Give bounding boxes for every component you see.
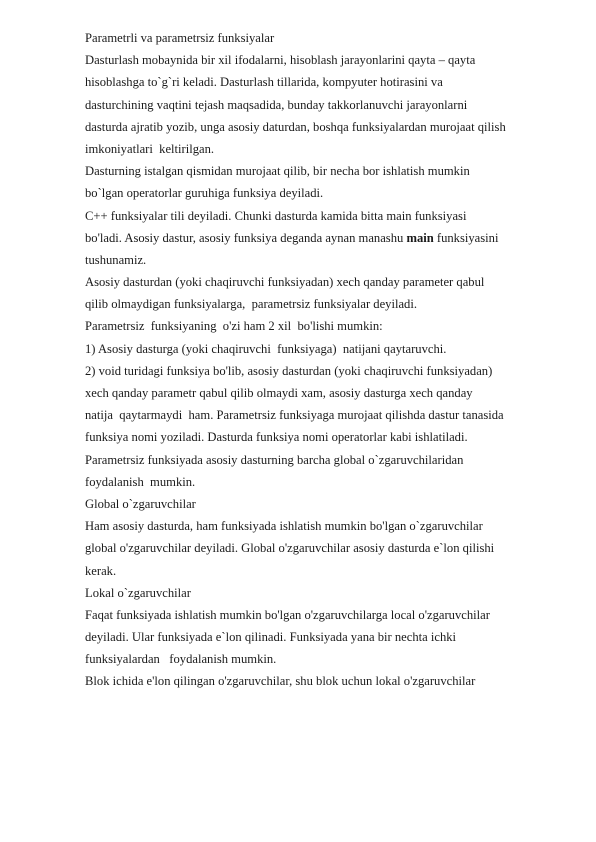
text-line: Ham asosiy dasturda, ham funksiyada ishlatish mumkin bo'lgan o`zgaruvchilar [85, 519, 483, 534]
text-line: Faqat funksiyada ishlatish mumkin bo'lgan o'zgaruvchilarga local o'zgaruvchilar [85, 607, 490, 622]
text-line: Blok ichida e'lon qilingan o'zgaruvchilar, shu blok uchun lokal o'zgaruvchilar [85, 674, 476, 689]
text-line: Dasturlash mobaynida bir xil ifodalarni, hisoblash jarayonlarini qayta – qayta [85, 53, 476, 68]
text-line-with-bold [85, 227, 565, 249]
text-line: xech qanday parametr qabul qilib olmaydi xam, asosiy dasturga xech qanday [85, 386, 473, 400]
text-line: funksiyalardan foydalanish mumkin. [85, 652, 277, 667]
text-line: global o'zgaruvchilar deyiladi. Global o'zgaruvchilar asosiy dasturda e`lon qilishi [85, 541, 495, 556]
text-line: Parametrsiz funksiyada asosiy dasturning barcha global o`zgaruvchilaridan [85, 452, 464, 467]
heading-global: Global o`zgaruvchilar [85, 496, 196, 511]
document-body [85, 27, 565, 693]
list-item-1: 1) Asosiy dasturga (yoki chaqiruvchi funksiyaga) natijani qaytaruvchi. [85, 341, 447, 356]
text-line: hisoblashga to`g`ri keladi. Dasturlash tillarida, kompyuter hotirasini va [85, 75, 443, 90]
text-line: tushunamiz. [85, 252, 147, 267]
text-line: natija qaytarmaydi ham. Parametrsiz funksiyaga murojaat qilishda dastur tanasida [85, 408, 504, 423]
text-line: funksiya nomi yoziladi. Dasturda funksiya nomi operatorlar kabi ishlatiladi. [85, 430, 468, 445]
text-line: foydalanish mumkin. [85, 474, 196, 489]
text-segment: bo'ladi. Asosiy dastur, asosiy funksiya deganda aynan manashu [85, 230, 407, 245]
text-line: dasturchining vaqtini tejash maqsadida, bunday takkorlanuvchi jarayonlarni [85, 97, 468, 112]
text-line: qilib olmaydigan funksiyalarga, parametrsiz funksiyalar deyiladi. [85, 297, 418, 312]
text-line: deyiladi. Ular funksiyada e`lon qilinadi. Funksiyada yana bir nechta ichki [85, 630, 457, 645]
list-item-2: 2) void turidagi funksiya bo'lib, asosiy dasturdan (yoki chaqiruvchi funksiyadan) [85, 363, 493, 378]
text-line: C++ funksiyalar tili deyiladi. Chunki dasturda kamida bitta main funksiyasi [85, 208, 467, 223]
text-line: bo`lgan operatorlar guruhiga funksiya deyiladi. [85, 186, 324, 201]
text-line: dasturda ajratib yozib, unga asosiy daturdan, boshqa funksiyalardan murojaat qilish [85, 119, 506, 134]
text-segment: funksiyasini [433, 230, 499, 245]
text-line: Parametrsiz funksiyaning o'zi ham 2 xil bo'lishi mumkin: [85, 319, 383, 334]
text-line: imkoniyatlari keltirilgan. [85, 141, 215, 156]
text-line: Asosiy dasturdan (yoki chaqiruvchi funksiyadan) xech qanday parameter qabul [85, 275, 485, 290]
text-line: Dasturning istalgan qismidan murojaat qilib, bir necha bor ishlatish mumkin [85, 164, 470, 179]
bold-keyword-main: main [406, 230, 434, 245]
heading-lokal: Lokal o`zgaruvchilar [85, 585, 191, 600]
heading-parametrli: Parametrli va parametrsiz funksiyalar [85, 31, 275, 45]
text-line: kerak. [85, 563, 117, 578]
